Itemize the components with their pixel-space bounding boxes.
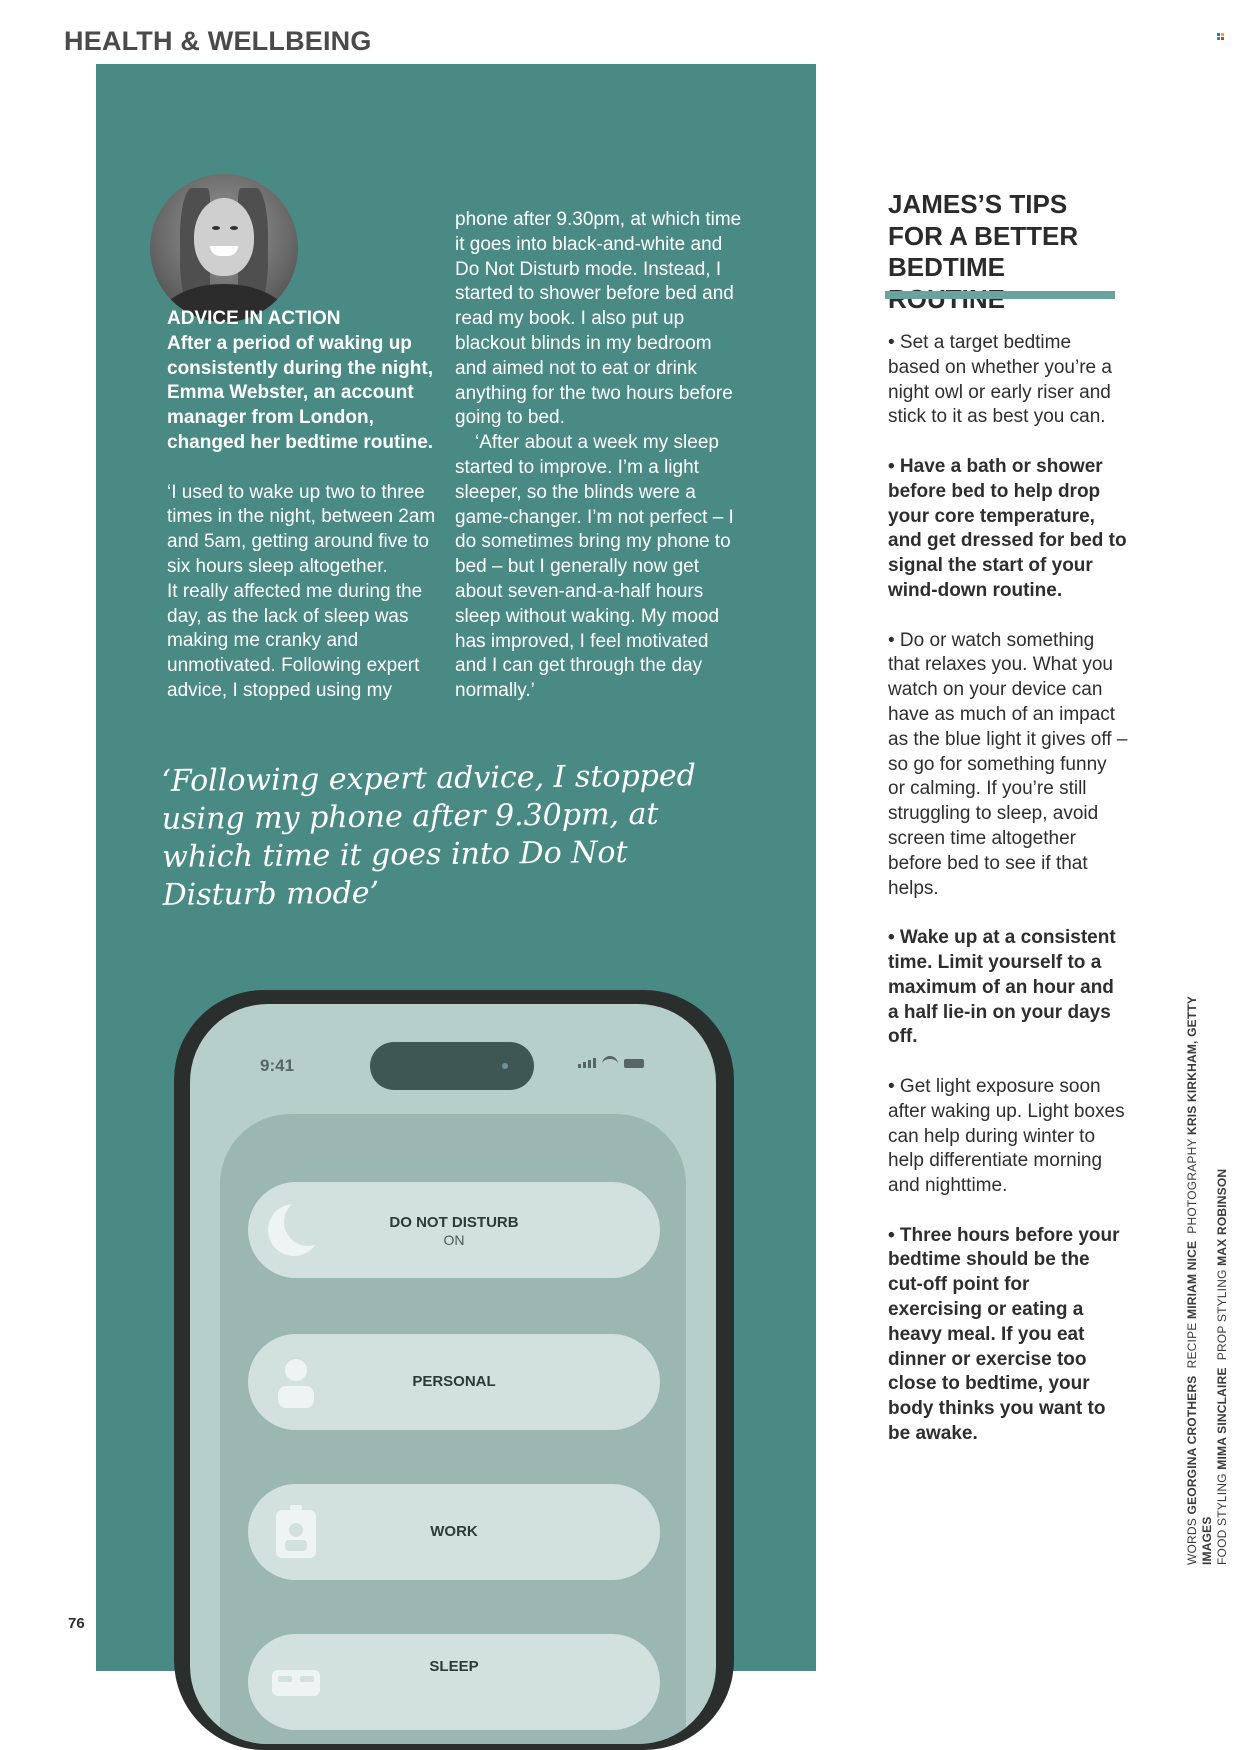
mode-status: ON bbox=[443, 1232, 465, 1248]
tip-item: • Get light exposure soon after waking up. Light boxes can help during winter to help differentiate morning and nighttime. bbox=[888, 1075, 1125, 1197]
tip-item: • Have a bath or shower before bed to help drop your core temperature, and get dressed for bed to signal the start of your wind-down routine. bbox=[888, 455, 1127, 601]
color-mark-icon bbox=[1217, 33, 1225, 41]
phone-mockup bbox=[174, 990, 734, 1750]
tip-item: • Wake up at a consistent time. Limit yourself to a maximum of an hour and a half lie-in on your days off. bbox=[888, 927, 1116, 1048]
mode-label: PERSONAL bbox=[412, 1373, 496, 1390]
tip-item: • Do or watch something that relaxes you. What you watch on your device can have as much of an impact as the blue light it gives off – so go for something funny or calming. If you’re still struggling to sleep, avoid screen time altogether before bed to see if that helps. bbox=[888, 629, 1128, 899]
battery-icon bbox=[624, 1059, 644, 1068]
article-body-paragraph: phone after 9.30pm, at which time it goes into black-and-white and Do Not Disturb mode. Instead, I started to shower before bed and read my book. I also put up blackout blinds in my bedroom and aimed not to eat or drink anything for the two hours before going to bed. bbox=[455, 209, 742, 429]
focus-mode-personal[interactable] bbox=[248, 1334, 660, 1430]
focus-mode-sleep[interactable] bbox=[248, 1634, 660, 1730]
mode-label: WORK bbox=[430, 1523, 478, 1540]
tips-title-rule bbox=[885, 291, 1115, 299]
mode-label: SLEEP bbox=[429, 1658, 479, 1675]
photo-credits: WORDS GEORGINA CROTHERS RECIPE MIRIAM NICE PHOTOGRAPHY KRIS KIRKHAM, GETTY IMAGES FOOD STYLING MIMA SINCLAIRE PROP STYLING MAX ROBINSON bbox=[1185, 996, 1229, 1565]
tips-title: JAMES’S TIPS FOR A BETTER BEDTIME bbox=[888, 189, 1079, 282]
tips-list bbox=[888, 331, 1128, 1472]
tip-item: • Set a target bedtime based on whether you’re a night owl or early riser and stick to it as best you can. bbox=[888, 332, 1112, 428]
status-time: 9:41 bbox=[260, 1056, 295, 1075]
dynamic-island bbox=[370, 1042, 534, 1090]
article-body-paragraph: It really affected me during the day, as the lack of sleep was making me cranky and unmotivated. Following expert advice, I stopped using my bbox=[167, 580, 423, 701]
page-number: 76 bbox=[68, 1615, 85, 1632]
section-title: HEALTH & WELLBEING bbox=[64, 26, 372, 56]
phone-screen bbox=[190, 1004, 716, 1744]
article-kicker: ADVICE IN ACTION bbox=[167, 308, 341, 329]
tip-item: • Three hours before your bedtime should be the cut-off point for exercising or eating a heavy meal. If you eat dinner or exercise too close to bedtime, your body thinks you want to be awake. bbox=[888, 1224, 1120, 1445]
camera-dot-icon bbox=[502, 1063, 508, 1069]
article-left-column bbox=[167, 307, 437, 704]
focus-mode-do-not-disturb[interactable] bbox=[248, 1182, 660, 1278]
avatar bbox=[150, 174, 298, 322]
signal-icon bbox=[578, 1058, 596, 1068]
article-body-paragraph: ‘I used to wake up two to three times in the night, between 2am and 5am, getting around five to six hours sleep altogether. bbox=[167, 481, 436, 577]
article-intro: After a period of waking up consistently during the night, Emma Webster, an account manager from London, changed her bedtime routine. bbox=[167, 332, 434, 453]
article-body-paragraph: ‘After about a week my sleep started to improve. I’m a light sleeper, so the blinds were a game-changer. I’m not perfect – I do sometimes bring my phone to bed – but I generally now get about seven-and-a-half hours sleep without waking. My mood has improved, I feel motivated and I can get through the day normally.’ bbox=[455, 432, 734, 702]
pull-quote: ‘Following expert advice, I stopped using my phone after 9.30pm, at which time it goes into Do Not Disturb mode’ bbox=[161, 758, 697, 913]
mode-label: DO NOT DISTURB bbox=[389, 1214, 519, 1231]
focus-mode-work[interactable] bbox=[248, 1484, 660, 1580]
article-right-column bbox=[455, 208, 745, 704]
wifi-icon bbox=[602, 1056, 618, 1068]
